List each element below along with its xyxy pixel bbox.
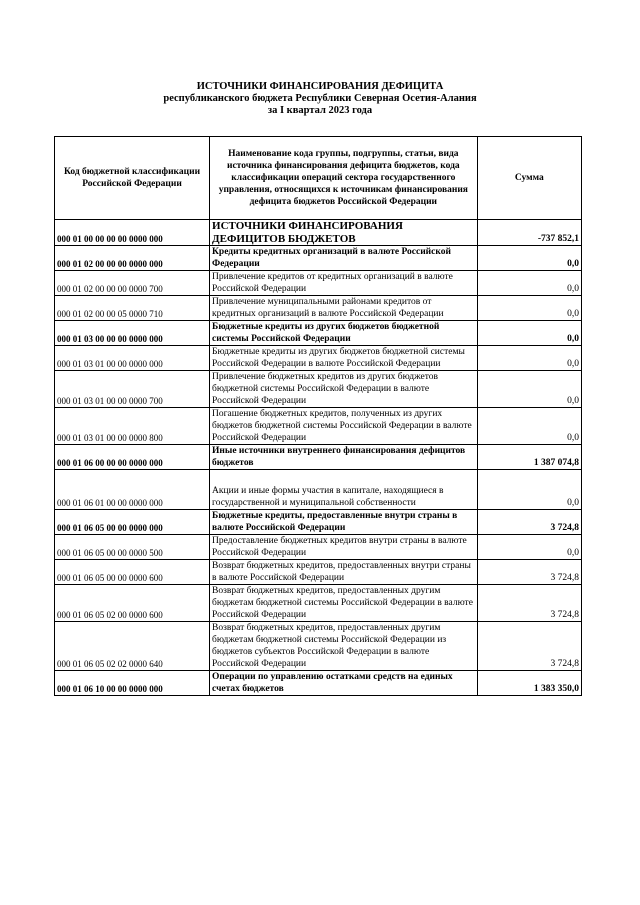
row-name: Возврат бюджетных кредитов, предоставленных другим бюджетам бюджетной системы Российской Федерации из бюджетов субъектов Российской Федерации в валюте Российской Федерации <box>210 622 478 671</box>
table-row <box>55 560 582 585</box>
table-row <box>55 535 582 560</box>
table-row <box>55 246 582 271</box>
table-row <box>55 671 582 696</box>
table-row <box>55 220 582 246</box>
row-code: 000 01 06 05 00 00 0000 500 <box>55 535 210 560</box>
row-sum: 0,0 <box>477 296 581 321</box>
row-sum: 1 383 350,0 <box>477 671 581 696</box>
report-title: ИСТОЧНИКИ ФИНАНСИРОВАНИЯ ДЕФИЦИТА <box>196 81 444 92</box>
row-name: Акции и иные формы участия в капитале, находящиеся в государственной и муниципальной собственности <box>210 470 478 510</box>
row-code: 000 01 06 01 00 00 0000 000 <box>55 470 210 510</box>
report-subtitle: республиканского бюджета Республики Северная Осетия-Алания <box>163 93 477 104</box>
table-row <box>55 470 582 510</box>
table-row <box>55 510 582 535</box>
row-sum: -737 852,1 <box>477 220 581 246</box>
row-code: 000 01 02 00 00 05 0000 710 <box>55 296 210 321</box>
col-header-sum: Сумма <box>477 137 581 220</box>
row-code: 000 01 03 00 00 00 0000 000 <box>55 321 210 346</box>
row-code: 000 01 03 01 00 00 0000 000 <box>55 346 210 371</box>
row-sum: 0,0 <box>477 408 581 445</box>
row-name: Бюджетные кредиты из других бюджетов бюджетной системы Российской Федерации в валюте Российской Федерации <box>210 346 478 371</box>
row-name: Кредиты кредитных организаций в валюте Российской Федерации <box>210 246 478 271</box>
row-name: Погашение бюджетных кредитов, полученных из других бюджетов бюджетной системы Российской Федерации в валюте Российской Федерации <box>210 408 478 445</box>
row-code: 000 01 06 00 00 00 0000 000 <box>55 445 210 470</box>
row-name: Возврат бюджетных кредитов, предоставленных другим бюджетам бюджетной системы Российской Федерации в валюте Российской Федерации <box>210 585 478 622</box>
row-sum: 0,0 <box>477 346 581 371</box>
row-sum: 0,0 <box>477 271 581 296</box>
table-row <box>55 622 582 671</box>
row-name: Бюджетные кредиты, предоставленные внутри страны в валюте Российской Федерации <box>210 510 478 535</box>
row-code: 000 01 06 10 00 00 0000 000 <box>55 671 210 696</box>
row-name: Предоставление бюджетных кредитов внутри страны в валюте Российской Федерации <box>210 535 478 560</box>
row-sum: 3 724,8 <box>477 585 581 622</box>
table-row <box>55 371 582 408</box>
row-code: 000 01 03 01 00 00 0000 800 <box>55 408 210 445</box>
row-sum: 0,0 <box>477 470 581 510</box>
row-name: Возврат бюджетных кредитов, предоставленных внутри страны в валюте Российской Федерации <box>210 560 478 585</box>
row-sum: 3 724,8 <box>477 560 581 585</box>
row-name: Привлечение муниципальными районами кредитов от кредитных организаций в валюте Российской Федерации <box>210 296 478 321</box>
row-code: 000 01 06 05 00 00 0000 600 <box>55 560 210 585</box>
row-code: 000 01 06 05 02 02 0000 640 <box>55 622 210 671</box>
row-name: Привлечение кредитов от кредитных организаций в валюте Российской Федерации <box>210 271 478 296</box>
row-sum: 0,0 <box>477 321 581 346</box>
row-code: 000 01 03 01 00 00 0000 700 <box>55 371 210 408</box>
row-sum: 0,0 <box>477 246 581 271</box>
row-name: ИСТОЧНИКИ ФИНАНСИРОВАНИЯ ДЕФИЦИТОВ БЮДЖЕТОВ <box>210 220 478 246</box>
row-code: 000 01 06 05 00 00 0000 000 <box>55 510 210 535</box>
row-name: Бюджетные кредиты из других бюджетов бюджетной системы Российской Федерации <box>210 321 478 346</box>
table-row <box>55 408 582 445</box>
row-code: 000 01 00 00 00 00 0000 000 <box>55 220 210 246</box>
row-code: 000 01 02 00 00 00 0000 700 <box>55 271 210 296</box>
financing-sources-table <box>54 136 582 696</box>
row-sum: 0,0 <box>477 371 581 408</box>
table-row <box>55 346 582 371</box>
row-name: Иные источники внутреннего финансирования дефицитов бюджетов <box>210 445 478 470</box>
row-sum: 3 724,8 <box>477 622 581 671</box>
col-header-name: Наименование кода группы, подгруппы, статьи, вида источника финансирования дефицита бюджетов, кода классификации операций сектора государственного управления, относящихся к источникам финансирования дефицита бюджетов Российской Федерации <box>210 137 478 220</box>
row-sum: 3 724,8 <box>477 510 581 535</box>
table-row <box>55 445 582 470</box>
table-row <box>55 321 582 346</box>
report-period: за I квартал 2023 года <box>267 105 373 116</box>
row-code: 000 01 06 05 02 00 0000 600 <box>55 585 210 622</box>
row-name: Привлечение бюджетных кредитов из других бюджетов бюджетной системы Российской Федерации в валюте Российской Федерации <box>210 371 478 408</box>
table-row <box>55 296 582 321</box>
row-sum: 0,0 <box>477 535 581 560</box>
row-code: 000 01 02 00 00 00 0000 000 <box>55 246 210 271</box>
col-header-code: Код бюджетной классификации Российской Федерации <box>55 137 210 220</box>
row-sum: 1 387 074,8 <box>477 445 581 470</box>
table-row <box>55 271 582 296</box>
row-name: Операции по управлению остатками средств на единых счетах бюджетов <box>210 671 478 696</box>
table-row <box>55 585 582 622</box>
